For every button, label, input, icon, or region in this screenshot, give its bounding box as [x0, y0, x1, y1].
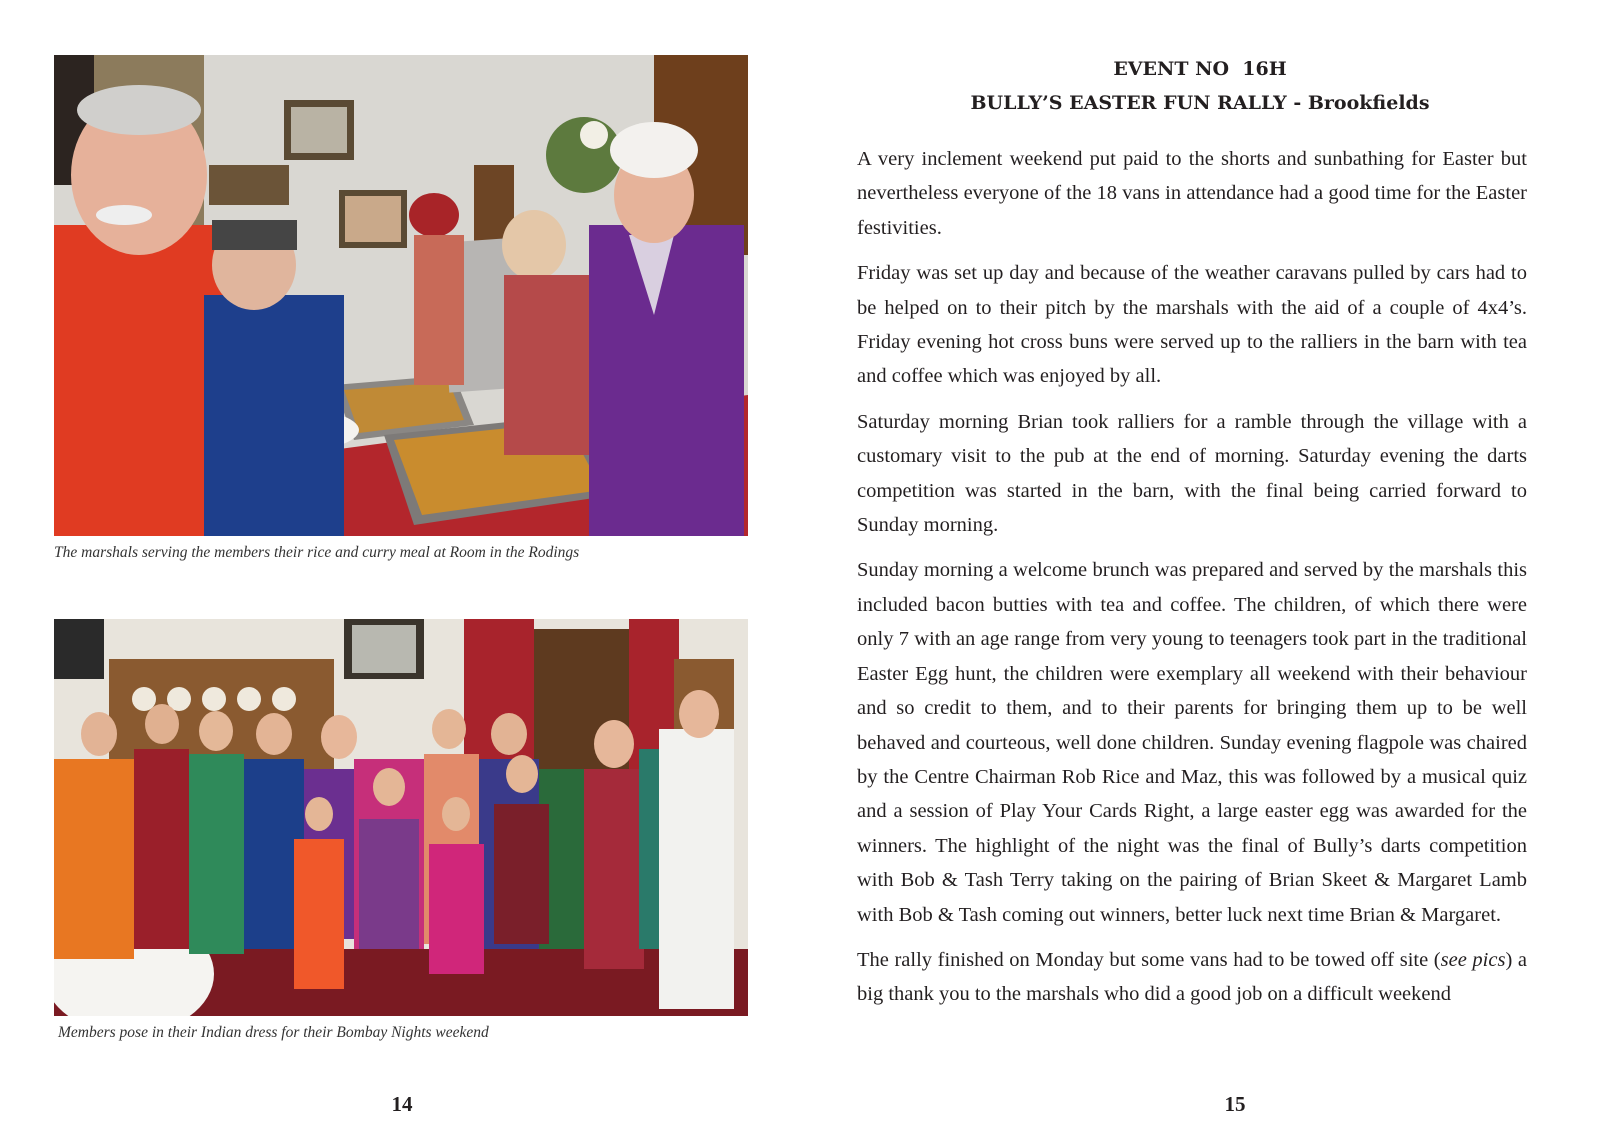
article-paragraph: Friday was set up day and because of the weather caravans pulled by cars had to be helped on to their pitch by the marshals with the aid of a couple of 4x4’s. Friday evening hot cross buns were served up to the ralliers in the barn with tea and coffee which was enjoyed by all.	[857, 262, 1527, 388]
article-heading	[800, 52, 1600, 120]
event-number: EVENT NO 16H	[1113, 58, 1287, 80]
page-number-left: 14	[391, 1092, 413, 1116]
final-text-after: ) a big thank you to the marshals who did a good job on a difficult weekend	[857, 948, 1527, 1006]
photo-group-indian-dress-image	[54, 619, 748, 1016]
photo-caption-top: The marshals serving the members their rice and curry meal at Room in the Rodings	[54, 544, 580, 561]
photo-group-indian-dress	[54, 619, 748, 1016]
article-body	[857, 142, 1527, 1023]
article-paragraph: Sunday morning a welcome brunch was prepared and served by the marshals this included bacon butties with tea and coffee. The children, of which there were only 7 with an age range from very young to teenagers took part in the traditional Easter Egg hunt, the children were exemplary all weekend with their behaviour and so credit to them, and to their parents for bringing them up to be well behaved and courteous, well done children. Sunday evening flagpole was chaired by the Centre Chairman Rob Rice and Maz, this was followed by a musical quiz and a session of Play Your Cards Right, a large easter egg was awarded for the winners. The highlight of the night was the final of Bully’s darts competition with Bob & Tash Terry taking on the pairing of Brian Skeet & Margaret Lamb with Bob & Tash coming out winners, better luck next time Brian & Margaret.	[857, 559, 1527, 926]
article-paragraph: Saturday morning Brian took ralliers for a ramble through the village with a customary visit to the pub at the end of morning. Saturday evening the darts competition was started in the barn, with the final being carried forward to Sunday morning.	[857, 410, 1527, 537]
photo-caption-bottom: Members pose in their Indian dress for their Bombay Nights weekend	[58, 1024, 489, 1041]
final-text-italic: see pics	[1440, 948, 1506, 971]
right-page	[800, 0, 1600, 1135]
photo-marshals-serving-curry-image	[54, 55, 748, 536]
final-text-before: The rally finished on Monday but some vans had to be towed off site (	[857, 948, 1441, 971]
article-paragraph: A very inclement weekend put paid to the shorts and sunbathing for Easter but nevertheless everyone of the 18 vans in attendance had a good time for the Easter festivities.	[857, 148, 1527, 239]
article-paragraph-final	[857, 943, 1527, 1012]
event-title: BULLY’S EASTER FUN RALLY - Brookfields	[970, 92, 1430, 114]
page-number-right: 15	[1224, 1092, 1246, 1116]
photo-marshals-serving-curry	[54, 55, 748, 536]
